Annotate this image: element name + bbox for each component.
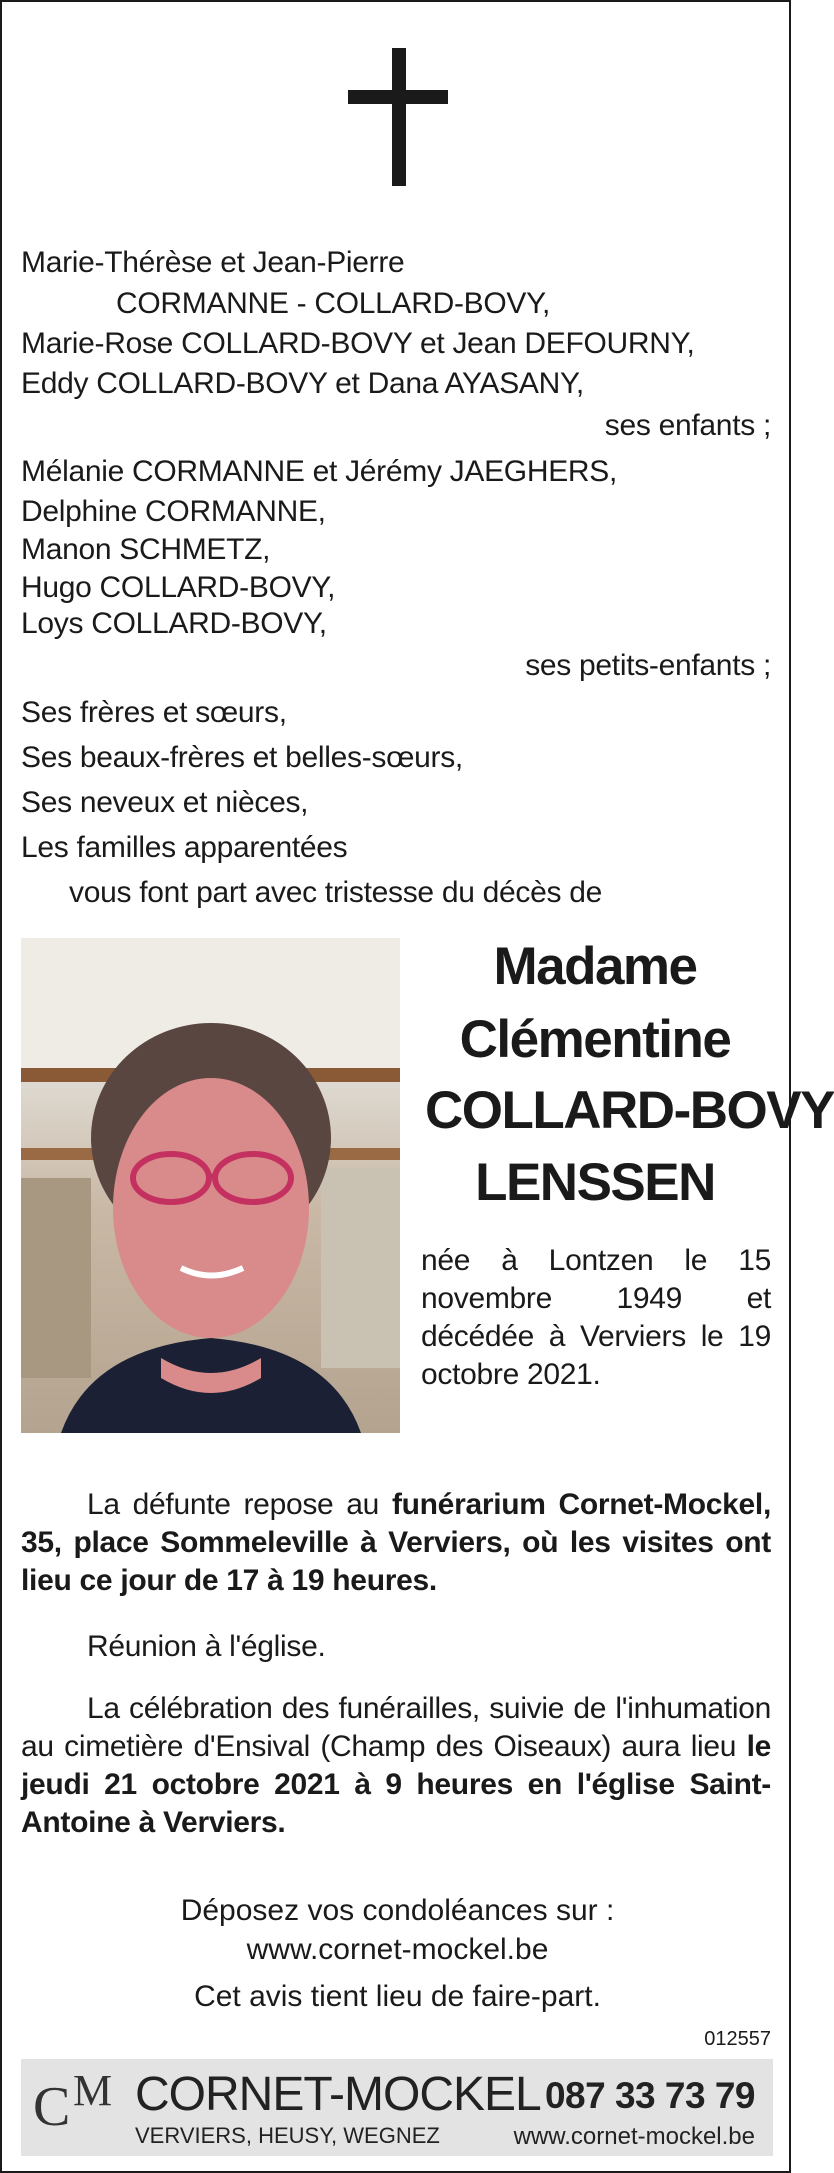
announcement: vous font part avec tristesse du décès de: [69, 876, 603, 909]
cross-icon: [392, 48, 406, 186]
company-locations: VERVIERS, HEUSY, WEGNEZ: [135, 2123, 440, 2148]
deceased-surname: COLLARD-BOVY: [425, 1081, 834, 1140]
family-line: Ses frères et sœurs,: [21, 696, 287, 729]
reference-number: 012557: [704, 2028, 771, 2050]
family-line: Delphine CORMANNE,: [21, 495, 326, 528]
children-label: ses enfants ;: [604, 409, 771, 442]
company-phone[interactable]: 087 33 73 79: [544, 2075, 755, 2116]
family-line: Les familles apparentées: [21, 831, 348, 864]
notice-text: Cet avis tient lieu de faire-part.: [194, 1980, 601, 2013]
birth-death-info: née à Lontzen le 15 novembre 1949 et décédée à Verviers le 19 octobre 2021.: [421, 1244, 771, 1391]
footer-banner: [21, 2059, 773, 2156]
family-line: Marie-Thérèse et Jean-Pierre: [21, 246, 405, 279]
reunion-text: Réunion à l'église.: [87, 1630, 326, 1663]
cross-icon-bar: [348, 90, 448, 104]
company-name: CORNET-MOCKEL: [135, 2068, 541, 2121]
funeral-paragraph: [21, 1690, 771, 1842]
condolences-link[interactable]: www.cornet-mockel.be: [246, 1933, 549, 1966]
condolences-text: Déposez vos condoléances sur :: [180, 1894, 615, 1927]
grandchildren-label: ses petits-enfants ;: [525, 649, 771, 682]
family-line: Mélanie CORMANNE et Jérémy JAEGHERS,: [21, 455, 618, 488]
repose-details: funérarium Cornet-Mockel, 35, place Sommeleville à Verviers, où les visites ont lieu ce jour de 17 à 19 heures.: [21, 1488, 771, 1597]
repose-intro: La défunte repose au: [87, 1488, 392, 1521]
funeral-details: le jeudi 21 octobre 2021 à 9 heures en l'église Saint-Antoine à Verviers.: [21, 1730, 771, 1839]
repose-paragraph: [21, 1486, 771, 1600]
funeral-intro: La célébration des funérailles, suivie de l'inhumation au cimetière d'Ensival (Champ des Oiseaux) aura lieu: [21, 1692, 771, 1763]
family-line: Hugo COLLARD-BOVY,: [21, 571, 336, 604]
logo-letter-c: C: [33, 2076, 71, 2138]
deceased-first-name: Clémentine: [459, 1010, 731, 1069]
family-line: CORMANNE - COLLARD-BOVY,: [116, 287, 550, 320]
logo-letter-m: M: [73, 2066, 113, 2115]
family-line: Ses beaux-frères et belles-sœurs,: [21, 741, 463, 774]
company-website[interactable]: www.cornet-mockel.be: [513, 2123, 755, 2150]
deceased-title: Madame: [493, 937, 697, 996]
family-line: Manon SCHMETZ,: [21, 533, 271, 566]
family-line: Ses neveux et nièces,: [21, 786, 309, 819]
family-line: Marie-Rose COLLARD-BOVY et Jean DEFOURNY,: [21, 327, 695, 360]
deceased-maiden-name: LENSSEN: [475, 1153, 715, 1212]
deceased-photo: [21, 938, 400, 1433]
family-line: Loys COLLARD-BOVY,: [21, 607, 327, 640]
family-line: Eddy COLLARD-BOVY et Dana AYASANY,: [21, 367, 584, 400]
